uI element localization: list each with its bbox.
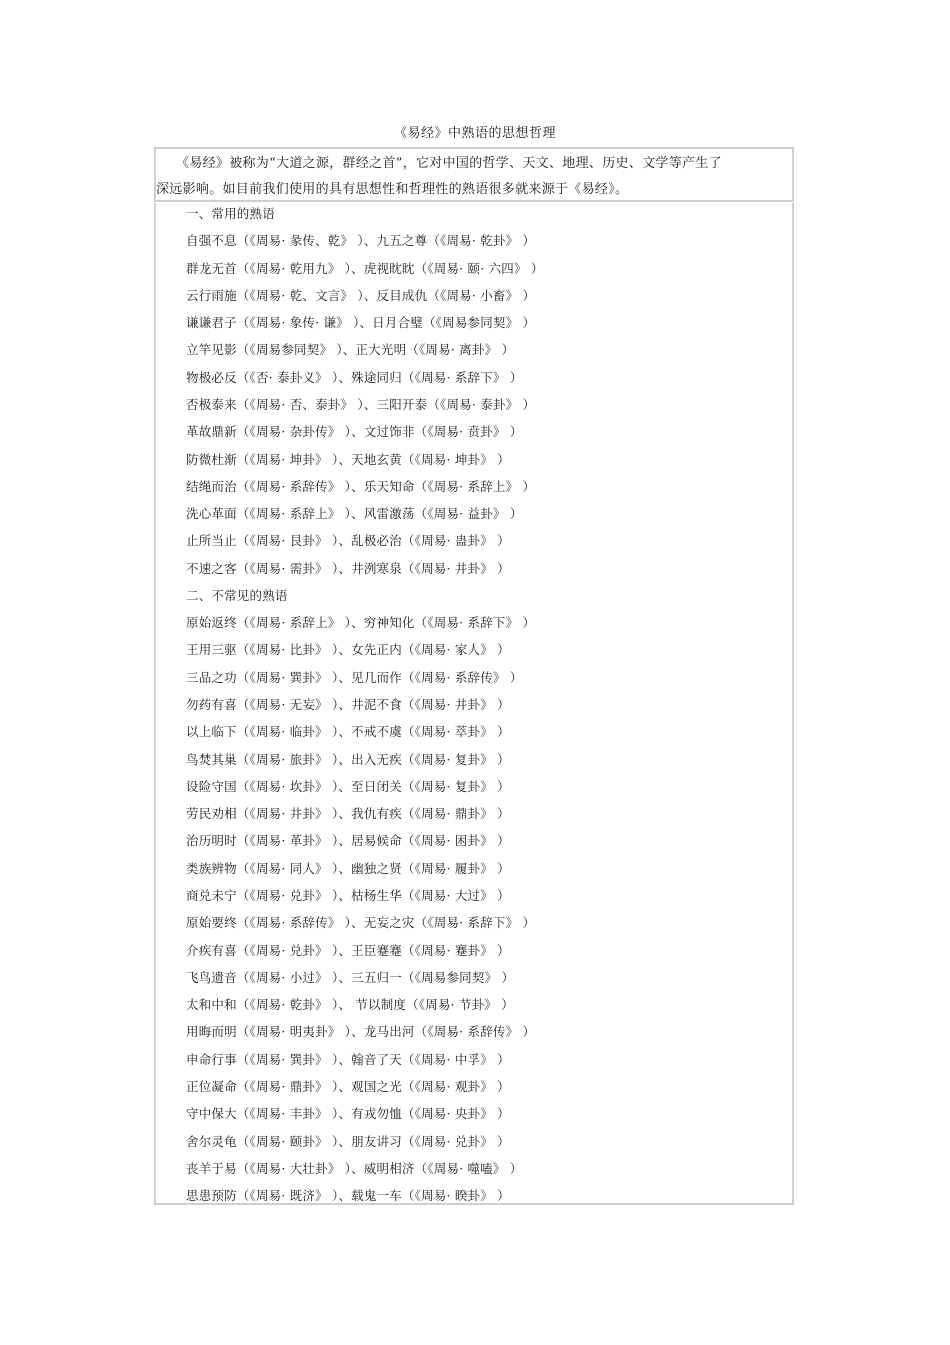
idiom-row: 物极必反（《否· 泰卦义》 ）、殊途同归（《周易· 系辞下》 ） <box>186 369 523 385</box>
idiom-row: 革故鼎新（《周易· 杂卦传》 ）、文过饰非（《周易· 贲卦》 ） <box>186 424 523 440</box>
idiom-row: 太和中和（《周易· 乾卦》 ）、 节以制度（《周易· 节卦》 ） <box>186 997 514 1013</box>
idiom-row: 自强不息（《周易· 彖传、乾》 ）、九五之尊（《周易· 乾卦》 ） <box>186 233 536 249</box>
idiom-row: 云行雨施（《周易· 乾、文言》 ）、反目成仇（《周易· 小畜》 ） <box>186 287 536 303</box>
idiom-row: 立竿见影（《周易参同契》 ）、正大光明（《周易· 离卦》 ） <box>186 342 515 358</box>
idiom-row: 守中保大（《周易· 丰卦》 ）、有戎勿恤（《周易· 央卦》 ） <box>186 1106 510 1122</box>
idiom-row: 鸟焚其巢（《周易· 旅卦》 ）、出入无疾（《周易· 复卦》 ） <box>186 751 510 767</box>
section-heading: 二、不常见的熟语 <box>186 587 288 603</box>
idiom-row: 不速之客（《周易· 需卦》 ）、井洌寒泉（《周易· 井卦》 ） <box>186 560 510 576</box>
intro-box <box>154 147 794 202</box>
idiom-row: 原始返终（《周易· 系辞上》 ）、穷神知化（《周易· 系辞下》 ） <box>186 615 536 631</box>
idiom-row: 防微杜渐（《周易· 坤卦》 ）、天地玄黄（《周易· 坤卦》 ） <box>186 451 510 467</box>
idiom-row: 群龙无首（《周易· 乾用九》 ）、虎视眈眈（《周易· 颐· 六四》 ） <box>186 260 544 276</box>
idiom-row: 结绳而治（《周易· 系辞传》 ）、乐天知命（《周易· 系辞上》 ） <box>186 478 536 494</box>
idiom-row: 舍尔灵龟（《周易· 颐卦》 ）、朋友讲习（《周易· 兑卦》 ） <box>186 1133 510 1149</box>
section-heading: 一、常用的熟语 <box>186 206 275 221</box>
intro-line-2: 深远影响。如目前我们使用的具有思想性和哲理性的熟语很多就来源于《易经》。 <box>156 182 629 197</box>
idiom-row: 勿药有喜（《周易· 无妄》 ）、井泥不食（《周易· 井卦》 ） <box>186 697 510 713</box>
idiom-row: 用晦而明（《周易· 明夷卦》 ）、龙马出河（《周易· 系辞传》 ） <box>186 1024 536 1040</box>
idiom-row: 治历明时（《周易· 革卦》 ）、居易候命（《周易· 困卦》 ） <box>186 833 510 849</box>
idiom-row: 正位凝命（《周易· 鼎卦》 ）、观国之光（《周易· 观卦》 ） <box>186 1078 510 1094</box>
idiom-row: 设险守国（《周易· 坎卦》 ）、至日闭关（《周易· 复卦》 ） <box>186 778 510 794</box>
idiom-row: 介疾有喜（《周易· 兑卦》 ）、王臣蹇蹇（《周易· 蹇卦》 ） <box>186 942 510 958</box>
idiom-row: 飞鸟遗音（《周易· 小过》 ）、三五归一（《周易参同契》 ） <box>186 969 515 985</box>
idiom-row: 谦谦君子（《周易· 象传· 谦》 ）、日月合璧（《周易参同契》 ） <box>186 315 536 331</box>
idiom-list-box <box>154 203 794 1205</box>
idiom-row: 劳民劝相（《周易· 井卦》 ）、我仇有疾（《周易· 鼎卦》 ） <box>186 806 510 822</box>
idiom-row: 思患预防（《周易· 既济》 ）、载鬼一车（《周易· 睽卦》 ） <box>186 1188 510 1204</box>
idiom-row: 三品之功（《周易· 巽卦》 ）、见几而作（《周易· 系辞传》 ） <box>186 669 523 685</box>
idiom-row: 止所当止（《周易· 艮卦》 ）、乱极必治（《周易· 蛊卦》 ） <box>186 533 510 549</box>
idiom-row: 丧羊于易（《周易· 大壮卦》 ）、威明相济（《周易· 噬嗑》 ） <box>186 1160 523 1176</box>
idiom-row: 原始要终（《周易· 系辞传》 ）、无妄之灾（《周易· 系辞下》 ） <box>186 915 536 931</box>
idiom-row: 洗心革面（《周易· 系辞上》 ）、风雷激荡（《周易· 益卦》 ） <box>186 506 523 522</box>
idiom-row: 类族辨物（《周易· 同人》 ）、幽独之贤（《周易· 履卦》 ） <box>186 860 510 876</box>
idiom-row: 王用三驱（《周易· 比卦》 ）、女先正内（《周易· 家人》 ） <box>186 642 510 658</box>
intro-line-1: 《易经》被称为“大道之源，群经之首”，它对中国的哲学、天文、地理、历史、文学等产生了 <box>176 156 722 171</box>
idiom-row: 申命行事（《周易· 巽卦》 ）、翰音了天（《周易· 中孚》 ） <box>186 1051 510 1067</box>
idiom-row: 否极泰来（《周易· 否、泰卦》 ）、三阳开泰（《周易· 泰卦》 ） <box>186 396 536 412</box>
idiom-row: 商兑未宁（《周易· 兑卦》 ）、枯杨生华（《周易· 大过》 ） <box>186 888 510 903</box>
idiom-row: 以上临下（《周易· 临卦》 ）、不戒不虞（《周易· 萃卦》 ） <box>186 724 510 740</box>
page-title: 《易经》中熟语的思想哲理 <box>393 126 556 141</box>
